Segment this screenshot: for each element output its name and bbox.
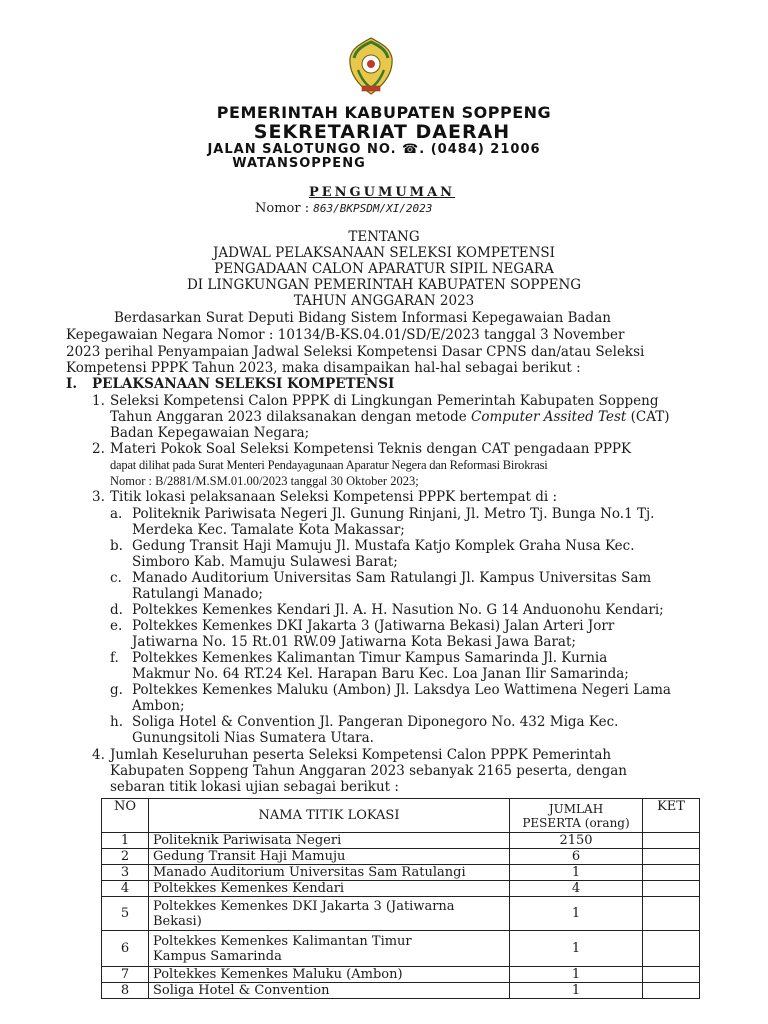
row-nama — [149, 897, 510, 931]
row-nama: Poltekkes Kemenkes Maluku (Ambon) — [149, 967, 510, 983]
row-nama-line-2: Kampus Samarinda — [153, 948, 282, 964]
row-jumlah: 6 — [510, 849, 643, 865]
intro-line-4: Kompetensi PPPK Tahun 2023, maka disampaikan hal-hal sebagai berikut : — [66, 360, 581, 376]
col-header-nama: NAMA TITIK LOKASI — [149, 799, 510, 833]
section-title: PELAKSANAAN SELEKSI KOMPETENSI — [92, 376, 395, 392]
item-1-line-3: Badan Kepegawaian Negara; — [110, 425, 310, 441]
row-ket — [643, 967, 700, 983]
col-header-jumlah-line-2: PESERTA (orang) — [522, 815, 630, 830]
row-jumlah: 1 — [510, 967, 643, 983]
item-2-line-1: Materi Pokok Soal Seleksi Kompetensi Teknis dengan CAT pengadaan PPPK — [110, 441, 632, 457]
row-nama: Manado Auditorium Universitas Sam Ratulangi — [149, 865, 510, 881]
location-h-line-2: Gunungsitoli Nias Sumatera Utara. — [132, 730, 374, 746]
location-a-letter: a. — [110, 506, 123, 522]
intro-line-1: Berdasarkan Surat Deputi Bidang Sistem Informasi Kepegawaian Badan — [114, 310, 611, 326]
item-1-line-2 — [110, 409, 670, 425]
col-header-jumlah — [510, 799, 643, 833]
row-ket — [643, 983, 700, 999]
location-b-line-1: Gedung Transit Haji Mamuju Jl. Mustafa Katjo Komplek Graha Nusa Kec. — [132, 538, 635, 554]
location-c-line-2: Ratulangi Manado; — [132, 586, 263, 602]
location-d-line-1: Poltekkes Kemenkes Kendari Jl. A. H. Nasution No. G 14 Anduonohu Kendari; — [132, 602, 664, 618]
subject-line-3: DI LINGKUNGAN PEMERINTAH KABUPATEN SOPPENG — [186, 277, 582, 293]
announcement-heading: PENGUMUMAN — [308, 185, 456, 200]
table-row — [102, 897, 700, 931]
subject-line-4: TAHUN ANGGARAN 2023 — [293, 293, 475, 309]
row-ket — [643, 833, 700, 849]
item-1-line-2a: Tahun Anggaran 2023 dilaksanakan dengan metode — [110, 409, 471, 425]
item-4-line-3: sebaran titik lokasi ujian sebagai berikut : — [110, 779, 399, 795]
subject-line-2: PENGADAAN CALON APARATUR SIPIL NEGARA — [214, 261, 554, 277]
row-ket — [643, 897, 700, 931]
location-f-line-1: Poltekkes Kemenkes Kalimantan Timur Kampus Samarinda Jl. Kurnia — [132, 650, 608, 666]
location-e-line-1: Poltekkes Kemenkes DKI Jakarta 3 (Jatiwarna Bekasi) Jalan Arteri Jorr — [132, 618, 615, 634]
item-1-cat-term: Computer Assited Test — [471, 409, 627, 425]
row-ket — [643, 865, 700, 881]
subject-line-1: JADWAL PELAKSANAAN SELEKSI KOMPETENSI — [212, 245, 556, 261]
table-row — [102, 833, 700, 849]
item-1-line-1: Seleksi Kompetensi Calon PPPK di Lingkungan Pemerintah Kabupaten Soppeng — [110, 393, 659, 409]
row-jumlah: 4 — [510, 881, 643, 897]
location-f-letter: f. — [110, 650, 119, 666]
location-b-letter: b. — [110, 538, 123, 554]
row-no: 6 — [102, 931, 149, 967]
row-nama: Politeknik Pariwisata Negeri — [149, 833, 510, 849]
col-header-jumlah-line-1: JUMLAH — [548, 801, 604, 816]
row-no: 8 — [102, 983, 149, 999]
item-4-number: 4. — [92, 747, 105, 763]
item-4-line-2: Kabupaten Soppeng Tahun Anggaran 2023 sebanyak 2165 peserta, dengan — [110, 763, 627, 779]
nomor-value: 863/BKPSDM/XI/2023 — [313, 202, 433, 215]
soppeng-crest-icon — [346, 36, 396, 98]
row-no: 3 — [102, 865, 149, 881]
location-h-line-1: Soliga Hotel & Convention Jl. Pangeran Diponegoro No. 432 Miga Kec. — [132, 714, 619, 730]
row-no: 1 — [102, 833, 149, 849]
nomor-label: Nomor : — [255, 201, 314, 216]
location-b-line-2: Simboro Kab. Mamuju Sulawesi Barat; — [132, 554, 398, 570]
row-nama — [149, 931, 510, 967]
location-g-letter: g. — [110, 682, 123, 698]
row-nama-line-2: Bekasi) — [153, 913, 202, 929]
location-a-line-2: Merdeka Kec. Tamalate Kota Makassar; — [132, 522, 405, 538]
row-nama-line-1: Poltekkes Kemenkes DKI Jakarta 3 (Jatiwarna — [153, 898, 455, 914]
letterhead-city: WATANSOPPENG — [232, 156, 366, 171]
document-number — [255, 201, 432, 216]
item-4-line-1: Jumlah Keseluruhan peserta Seleksi Kompetensi Calon PPPK Pemerintah — [110, 747, 612, 763]
row-jumlah: 2150 — [510, 833, 643, 849]
letterhead-line-2: SEKRETARIAT DAERAH — [253, 121, 511, 143]
row-jumlah: 1 — [510, 931, 643, 967]
letterhead-line-1: PEMERINTAH KABUPATEN SOPPENG — [216, 103, 552, 122]
item-1-number: 1. — [92, 393, 105, 409]
row-nama-line-1: Poltekkes Kemenkes Kalimantan Timur — [153, 933, 412, 949]
row-no: 5 — [102, 897, 149, 931]
location-c-line-1: Manado Auditorium Universitas Sam Ratulangi Jl. Kampus Universitas Sam — [132, 570, 652, 586]
row-no: 2 — [102, 849, 149, 865]
table-row — [102, 983, 700, 999]
row-ket — [643, 931, 700, 967]
row-jumlah: 1 — [510, 897, 643, 931]
item-2-number: 2. — [92, 441, 105, 457]
row-nama: Poltekkes Kemenkes Kendari — [149, 881, 510, 897]
row-ket — [643, 849, 700, 865]
table-row — [102, 881, 700, 897]
item-3-line-1: Titik lokasi pelaksanaan Seleksi Kompetensi PPPK bertempat di : — [110, 489, 558, 505]
item-3-number: 3. — [92, 489, 105, 505]
section-number: I. — [66, 376, 78, 392]
row-no: 4 — [102, 881, 149, 897]
location-g-line-2: Ambon; — [132, 698, 185, 714]
row-no: 7 — [102, 967, 149, 983]
row-nama: Gedung Transit Haji Mamuju — [149, 849, 510, 865]
intro-line-3: 2023 perihal Penyampaian Jadwal Seleksi Kompetensi Dasar CPNS dan/atau Seleksi — [66, 344, 645, 360]
table-row — [102, 931, 700, 967]
row-jumlah: 1 — [510, 983, 643, 999]
table-row — [102, 967, 700, 983]
location-f-line-2: Makmur No. 64 RT.24 Kel. Harapan Baru Kec. Loa Janan Ilir Samarinda; — [132, 666, 629, 682]
row-ket — [643, 881, 700, 897]
table-row — [102, 849, 700, 865]
location-d-letter: d. — [110, 602, 123, 618]
location-a-line-1: Politeknik Pariwisata Negeri Jl. Gunung Rinjani, Jl. Metro Tj. Bunga No.1 Tj. — [132, 506, 655, 522]
col-header-ket: KET — [643, 799, 700, 833]
item-1-line-2c: (CAT) — [626, 409, 670, 425]
intro-line-2: Kepegawaian Negara Nomor : 10134/B-KS.04.01/SD/E/2023 tanggal 3 November — [66, 327, 625, 343]
row-nama: Soliga Hotel & Convention — [149, 983, 510, 999]
location-e-letter: e. — [110, 618, 123, 634]
row-jumlah: 1 — [510, 865, 643, 881]
tentang-label: TENTANG — [348, 229, 420, 245]
table-row — [102, 865, 700, 881]
item-2-line-2: dapat dilihat pada Surat Menteri Pendayagunaan Aparatur Negera dan Reformasi Birokrasi — [110, 458, 548, 472]
letterhead-address: JALAN SALOTUNGO NO. ☎. (0484) 21006 — [207, 142, 541, 157]
location-h-letter: h. — [110, 714, 123, 730]
item-2-line-3: Nomor : B/2881/M.SM.01.00/2023 tanggal 30 Oktober 2023; — [110, 474, 419, 488]
col-header-no: NO — [102, 799, 149, 833]
location-g-line-1: Poltekkes Kemenkes Maluku (Ambon) Jl. Laksdya Leo Wattimena Negeri Lama — [132, 682, 671, 698]
location-e-line-2: Jatiwarna No. 15 Rt.01 RW.09 Jatiwarna Kota Bekasi Jawa Barat; — [132, 634, 576, 650]
participants-table — [101, 798, 700, 999]
location-c-letter: c. — [110, 570, 122, 586]
